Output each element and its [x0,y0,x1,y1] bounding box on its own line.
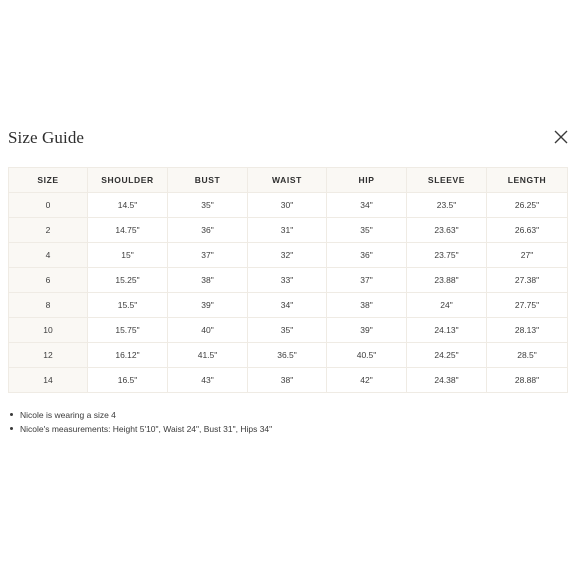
measurement-cell: 40" [168,318,248,343]
column-header: LENGTH [487,168,568,193]
column-header: BUST [168,168,248,193]
measurement-cell: 34" [327,193,407,218]
dialog-title: Size Guide [8,128,85,147]
measurement-cell: 38" [327,293,407,318]
table-header-row [9,168,568,193]
measurement-cell: 27" [487,243,568,268]
measurement-cell: 33" [248,268,327,293]
measurement-cell: 24.13" [407,318,487,343]
measurement-cell: 43" [168,368,248,393]
measurement-cell: 38" [168,268,248,293]
measurement-cell: 34" [248,293,327,318]
measurement-cell: 35" [327,218,407,243]
size-cell: 10 [9,318,88,343]
column-header: SIZE [9,168,88,193]
size-table-container [8,167,567,393]
table-row [9,343,568,368]
column-header: SHOULDER [88,168,168,193]
size-cell: 6 [9,268,88,293]
measurement-cell: 40.5" [327,343,407,368]
table-row [9,218,568,243]
measurement-cell: 31" [248,218,327,243]
measurement-cell: 14.5" [88,193,168,218]
measurement-cell: 23.75" [407,243,487,268]
measurement-cell: 37" [327,268,407,293]
size-cell: 2 [9,218,88,243]
measurement-cell: 14.75" [88,218,168,243]
measurement-cell: 15.25" [88,268,168,293]
close-icon [553,129,569,145]
note-item: Nicole's measurements: Height 5'10", Waist 24", Bust 31", Hips 34" [8,423,272,437]
measurement-cell: 30" [248,193,327,218]
column-header: WAIST [248,168,327,193]
measurement-cell: 35" [168,193,248,218]
table-row [9,268,568,293]
table-row [9,193,568,218]
measurement-cell: 26.63" [487,218,568,243]
measurement-cell: 37" [168,243,248,268]
size-cell: 14 [9,368,88,393]
measurement-cell: 15.5" [88,293,168,318]
measurement-cell: 27.75" [487,293,568,318]
measurement-cell: 26.25" [487,193,568,218]
size-cell: 8 [9,293,88,318]
table-row [9,293,568,318]
measurement-cell: 38" [248,368,327,393]
measurement-cell: 24" [407,293,487,318]
measurement-cell: 28.88" [487,368,568,393]
measurement-cell: 24.38" [407,368,487,393]
measurement-cell: 28.5" [487,343,568,368]
size-table [8,167,568,393]
measurement-cell: 32" [248,243,327,268]
measurement-cell: 15.75" [88,318,168,343]
close-button[interactable] [553,129,569,145]
measurement-cell: 23.63" [407,218,487,243]
measurement-cell: 23.88" [407,268,487,293]
measurement-cell: 15" [88,243,168,268]
measurement-cell: 24.25" [407,343,487,368]
measurement-cell: 16.12" [88,343,168,368]
measurement-cell: 36" [168,218,248,243]
table-row [9,243,568,268]
size-cell: 12 [9,343,88,368]
measurement-cell: 23.5" [407,193,487,218]
table-row [9,318,568,343]
size-cell: 0 [9,193,88,218]
table-body [9,193,568,393]
measurement-cell: 41.5" [168,343,248,368]
note-item: Nicole is wearing a size 4 [8,409,272,423]
table-row [9,368,568,393]
model-notes [8,409,272,437]
measurement-cell: 36.5" [248,343,327,368]
measurement-cell: 16.5" [88,368,168,393]
measurement-cell: 27.38" [487,268,568,293]
measurement-cell: 36" [327,243,407,268]
measurement-cell: 39" [168,293,248,318]
size-cell: 4 [9,243,88,268]
column-header: SLEEVE [407,168,487,193]
measurement-cell: 39" [327,318,407,343]
measurement-cell: 35" [248,318,327,343]
measurement-cell: 42" [327,368,407,393]
column-header: HIP [327,168,407,193]
measurement-cell: 28.13" [487,318,568,343]
